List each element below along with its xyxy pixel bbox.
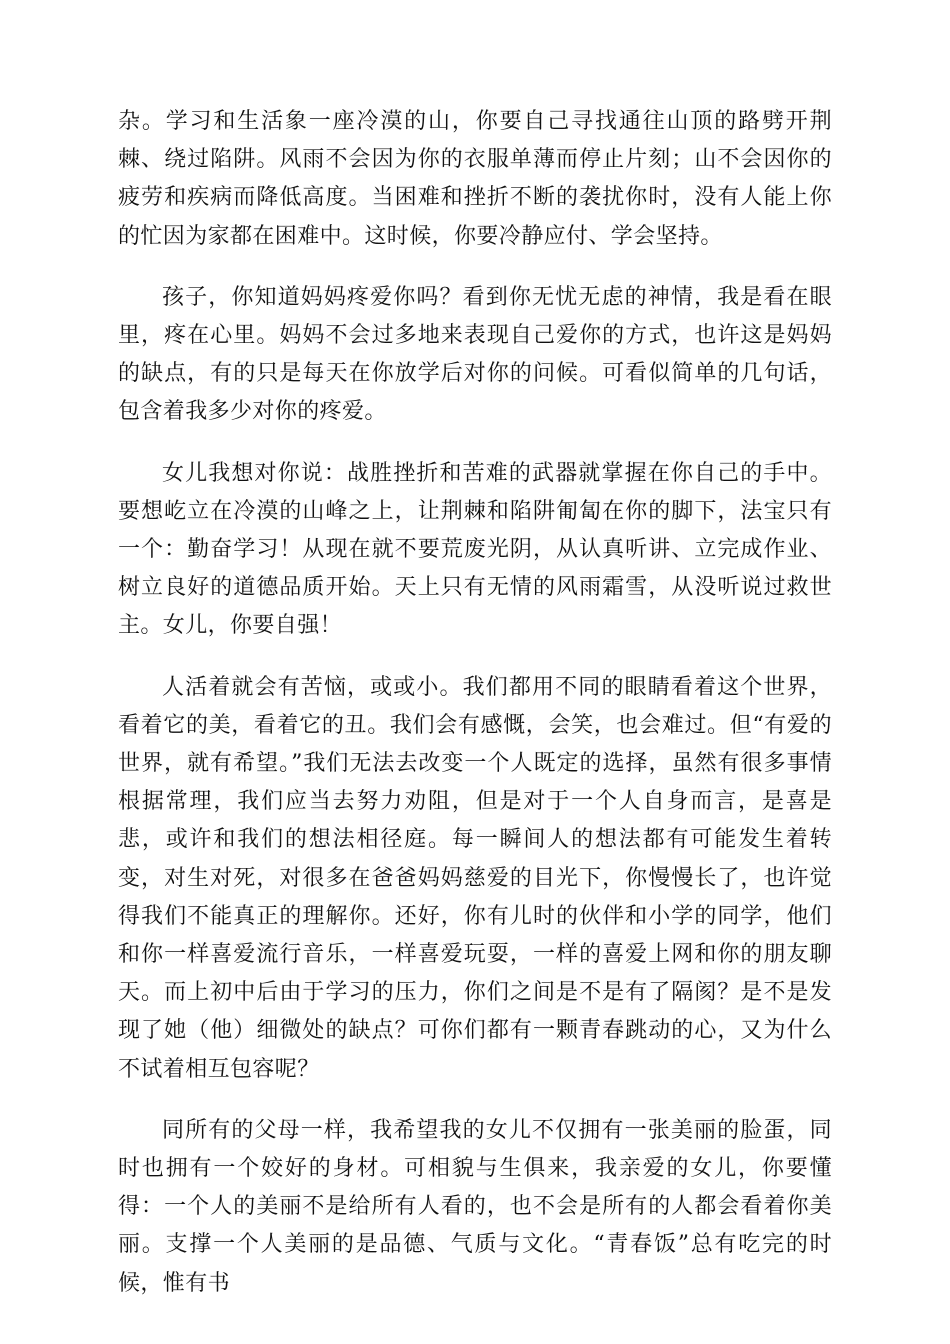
paragraph-2: 孩子，你知道妈妈疼爱你吗？看到你无忧无虑的神情，我是看在眼里，疼在心里。妈妈不会过多地来表现自己爱你的方式，也许这是妈妈的缺点，有的只是每天在你放学后对你的问候。可看似简单的几句话，包含着我多少对你的疼爱。 bbox=[118, 284, 832, 425]
paragraph-4: 人活着就会有苦恼，或或小。我们都用不同的眼睛看着这个世界，看着它的美，看着它的丑。我们会有感慨，会笑，也会难过。但“有爱的世界，就有希望。”我们无法去改变一个人既定的选择，虽然有很多事情根据常理，我们应当去努力劝阻，但是对于一个人自身而言，是喜是悲，或许和我们的想法相径庭。每一瞬间人的想法都有可能发生着转变，对生对死，对很多在爸爸妈妈慈爱的目光下，你慢慢长了，也许觉得我们不能真正的理解你。还好，你有儿时的伙伴和小学的同学，他们和你一样喜爱流行音乐，一样喜爱玩耍，一样的喜爱上网和你的朋友聊天。而上初中后由于学习的压力，你们之间是不是有了隔阂？是不是发现了她（他）细微处的缺点？可你们都有一颗青春跳动的心，又为什么不试着相互包容呢？ bbox=[118, 674, 832, 1082]
document-body bbox=[118, 103, 832, 1326]
paragraph-3: 女儿我想对你说：战胜挫折和苦难的武器就掌握在你自己的手中。要想屹立在冷漠的山峰之上，让荆棘和陷阱匍匐在你的脚下，法宝只有一个：勤奋学习！从现在就不要荒废光阴，从认真听讲、立完成作业、树立良好的道德品质开始。天上只有无情的风雨霜雪，从没听说过救世主。女儿，你要自强！ bbox=[118, 460, 832, 639]
paragraph-5: 同所有的父母一样，我希望我的女儿不仅拥有一张美丽的脸蛋，同时也拥有一个姣好的身材。可相貌与生俱来，我亲爱的女儿，你要懂得：一个人的美丽不是给所有人看的，也不会是所有的人都会看着你美丽。支撑一个人美丽的是品德、气质与文化。“青春饭”总有吃完的时候，惟有书 bbox=[118, 1117, 832, 1296]
paragraph-1: 杂。学习和生活象一座冷漠的山，你要自己寻找通往山顶的路劈开荆棘、绕过陷阱。风雨不会因为你的衣服单薄而停止片刻；山不会因你的疲劳和疾病而降低高度。当困难和挫折不断的袭扰你时，没有人能上你的忙因为家都在困难中。这时候，你要冷静应付、学会坚持。 bbox=[118, 109, 832, 249]
